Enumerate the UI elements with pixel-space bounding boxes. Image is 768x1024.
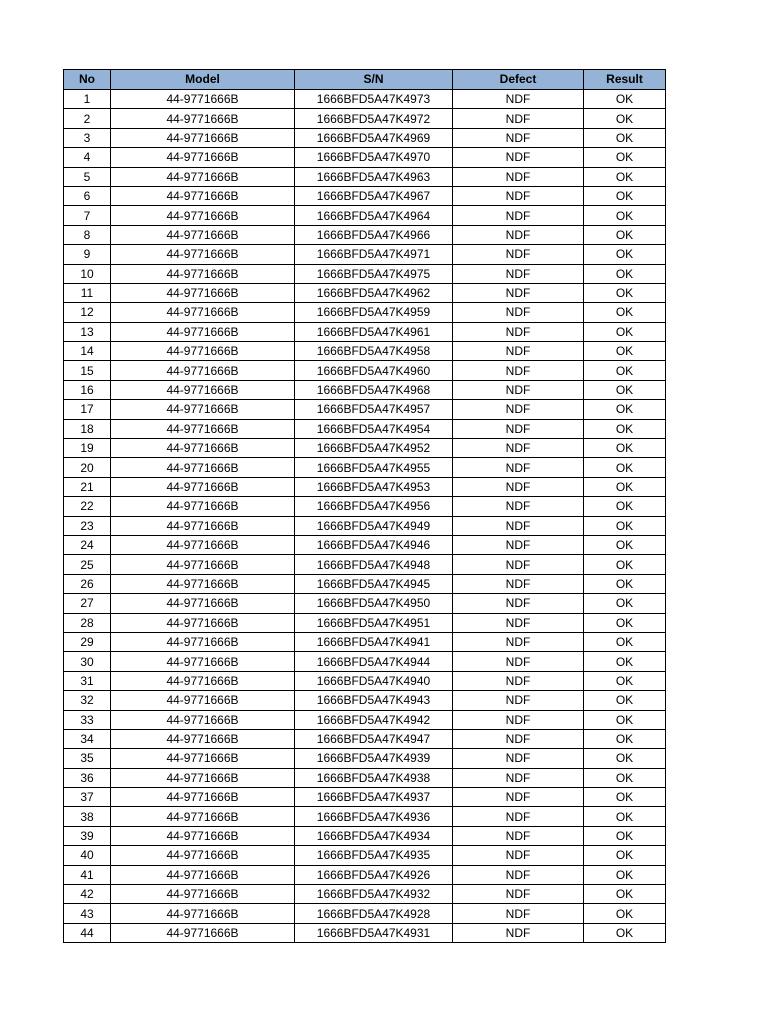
table-row [64,303,666,322]
cell-model: 44-9771666B [111,885,295,904]
table-row [64,361,666,380]
cell-result: OK [584,594,666,613]
cell-defect: NDF [453,846,584,865]
table-row [64,109,666,128]
cell-serial-number: 1666BFD5A47K4957 [295,400,453,419]
cell-result: OK [584,186,666,205]
cell-model: 44-9771666B [111,555,295,574]
cell-no: 1 [64,90,111,109]
cell-result: OK [584,885,666,904]
cell-no: 28 [64,613,111,632]
table-row [64,671,666,690]
cell-model: 44-9771666B [111,652,295,671]
table-row [64,419,666,438]
column-header-serial-number: S/N [295,70,453,90]
cell-model: 44-9771666B [111,923,295,942]
table-row [64,555,666,574]
cell-defect: NDF [453,826,584,845]
cell-result: OK [584,652,666,671]
table-row [64,497,666,516]
cell-model: 44-9771666B [111,865,295,884]
table-row [64,632,666,651]
cell-no: 5 [64,167,111,186]
cell-model: 44-9771666B [111,167,295,186]
cell-defect: NDF [453,167,584,186]
cell-serial-number: 1666BFD5A47K4926 [295,865,453,884]
cell-defect: NDF [453,342,584,361]
cell-serial-number: 1666BFD5A47K4942 [295,710,453,729]
cell-defect: NDF [453,419,584,438]
cell-result: OK [584,691,666,710]
cell-model: 44-9771666B [111,749,295,768]
table-row [64,380,666,399]
cell-model: 44-9771666B [111,613,295,632]
cell-defect: NDF [453,807,584,826]
cell-no: 31 [64,671,111,690]
cell-result: OK [584,322,666,341]
cell-result: OK [584,245,666,264]
table-row [64,148,666,167]
table-row [64,90,666,109]
cell-no: 42 [64,885,111,904]
cell-model: 44-9771666B [111,535,295,554]
cell-result: OK [584,380,666,399]
cell-defect: NDF [453,768,584,787]
cell-result: OK [584,264,666,283]
cell-no: 25 [64,555,111,574]
cell-serial-number: 1666BFD5A47K4972 [295,109,453,128]
table-body [64,90,666,943]
cell-defect: NDF [453,691,584,710]
cell-model: 44-9771666B [111,361,295,380]
cell-no: 24 [64,535,111,554]
cell-model: 44-9771666B [111,303,295,322]
cell-model: 44-9771666B [111,671,295,690]
spreadsheet-page [63,69,666,943]
cell-serial-number: 1666BFD5A47K4941 [295,632,453,651]
cell-serial-number: 1666BFD5A47K4955 [295,458,453,477]
cell-result: OK [584,458,666,477]
cell-serial-number: 1666BFD5A47K4948 [295,555,453,574]
cell-no: 18 [64,419,111,438]
cell-serial-number: 1666BFD5A47K4939 [295,749,453,768]
cell-no: 21 [64,477,111,496]
cell-result: OK [584,516,666,535]
table-row [64,535,666,554]
cell-serial-number: 1666BFD5A47K4946 [295,535,453,554]
cell-defect: NDF [453,710,584,729]
table-row [64,885,666,904]
cell-defect: NDF [453,361,584,380]
cell-defect: NDF [453,225,584,244]
cell-defect: NDF [453,613,584,632]
cell-serial-number: 1666BFD5A47K4964 [295,206,453,225]
column-header-result: Result [584,70,666,90]
cell-no: 9 [64,245,111,264]
cell-serial-number: 1666BFD5A47K4937 [295,788,453,807]
cell-result: OK [584,613,666,632]
cell-no: 20 [64,458,111,477]
cell-result: OK [584,923,666,942]
cell-serial-number: 1666BFD5A47K4963 [295,167,453,186]
cell-no: 23 [64,516,111,535]
cell-model: 44-9771666B [111,90,295,109]
cell-serial-number: 1666BFD5A47K4936 [295,807,453,826]
cell-model: 44-9771666B [111,846,295,865]
table-row [64,710,666,729]
cell-result: OK [584,342,666,361]
cell-result: OK [584,904,666,923]
column-header-no: No [64,70,111,90]
cell-result: OK [584,497,666,516]
cell-model: 44-9771666B [111,322,295,341]
cell-defect: NDF [453,148,584,167]
cell-no: 41 [64,865,111,884]
table-row [64,458,666,477]
cell-model: 44-9771666B [111,109,295,128]
cell-defect: NDF [453,477,584,496]
cell-serial-number: 1666BFD5A47K4971 [295,245,453,264]
cell-result: OK [584,555,666,574]
inspection-table [63,69,666,943]
cell-serial-number: 1666BFD5A47K4934 [295,826,453,845]
cell-no: 17 [64,400,111,419]
cell-model: 44-9771666B [111,691,295,710]
cell-no: 14 [64,342,111,361]
cell-serial-number: 1666BFD5A47K4961 [295,322,453,341]
cell-serial-number: 1666BFD5A47K4969 [295,128,453,147]
cell-result: OK [584,729,666,748]
cell-serial-number: 1666BFD5A47K4966 [295,225,453,244]
table-row [64,264,666,283]
cell-no: 10 [64,264,111,283]
cell-no: 33 [64,710,111,729]
cell-defect: NDF [453,264,584,283]
cell-model: 44-9771666B [111,128,295,147]
cell-no: 29 [64,632,111,651]
cell-serial-number: 1666BFD5A47K4958 [295,342,453,361]
cell-no: 7 [64,206,111,225]
cell-defect: NDF [453,206,584,225]
cell-no: 16 [64,380,111,399]
cell-serial-number: 1666BFD5A47K4973 [295,90,453,109]
table-row [64,342,666,361]
column-header-model: Model [111,70,295,90]
table-row [64,594,666,613]
cell-serial-number: 1666BFD5A47K4935 [295,846,453,865]
cell-defect: NDF [453,458,584,477]
cell-result: OK [584,148,666,167]
cell-result: OK [584,632,666,651]
cell-no: 32 [64,691,111,710]
cell-no: 11 [64,283,111,302]
table-row [64,729,666,748]
cell-no: 15 [64,361,111,380]
cell-no: 8 [64,225,111,244]
cell-defect: NDF [453,788,584,807]
cell-model: 44-9771666B [111,439,295,458]
table-row [64,206,666,225]
cell-serial-number: 1666BFD5A47K4962 [295,283,453,302]
cell-result: OK [584,303,666,322]
cell-model: 44-9771666B [111,400,295,419]
cell-result: OK [584,439,666,458]
cell-result: OK [584,477,666,496]
table-row [64,128,666,147]
cell-model: 44-9771666B [111,264,295,283]
cell-serial-number: 1666BFD5A47K4956 [295,497,453,516]
cell-serial-number: 1666BFD5A47K4949 [295,516,453,535]
cell-serial-number: 1666BFD5A47K4967 [295,186,453,205]
cell-result: OK [584,768,666,787]
cell-serial-number: 1666BFD5A47K4938 [295,768,453,787]
cell-defect: NDF [453,923,584,942]
cell-result: OK [584,535,666,554]
cell-result: OK [584,671,666,690]
table-row [64,186,666,205]
cell-result: OK [584,400,666,419]
cell-result: OK [584,574,666,593]
cell-no: 34 [64,729,111,748]
cell-model: 44-9771666B [111,342,295,361]
cell-defect: NDF [453,128,584,147]
cell-result: OK [584,826,666,845]
cell-no: 26 [64,574,111,593]
table-row [64,245,666,264]
cell-model: 44-9771666B [111,788,295,807]
cell-serial-number: 1666BFD5A47K4959 [295,303,453,322]
cell-model: 44-9771666B [111,594,295,613]
cell-result: OK [584,361,666,380]
cell-serial-number: 1666BFD5A47K4928 [295,904,453,923]
cell-serial-number: 1666BFD5A47K4970 [295,148,453,167]
cell-model: 44-9771666B [111,206,295,225]
cell-model: 44-9771666B [111,458,295,477]
cell-no: 38 [64,807,111,826]
table-row [64,749,666,768]
table-row [64,439,666,458]
table-header-row [64,70,666,90]
cell-serial-number: 1666BFD5A47K4950 [295,594,453,613]
table-row [64,574,666,593]
cell-result: OK [584,749,666,768]
cell-result: OK [584,710,666,729]
cell-defect: NDF [453,283,584,302]
table-row [64,516,666,535]
cell-serial-number: 1666BFD5A47K4940 [295,671,453,690]
table-row [64,322,666,341]
cell-model: 44-9771666B [111,729,295,748]
cell-no: 36 [64,768,111,787]
table-row [64,400,666,419]
cell-serial-number: 1666BFD5A47K4943 [295,691,453,710]
table-row [64,846,666,865]
cell-model: 44-9771666B [111,574,295,593]
cell-no: 40 [64,846,111,865]
cell-result: OK [584,128,666,147]
cell-serial-number: 1666BFD5A47K4951 [295,613,453,632]
cell-model: 44-9771666B [111,632,295,651]
table-row [64,807,666,826]
cell-defect: NDF [453,535,584,554]
cell-serial-number: 1666BFD5A47K4947 [295,729,453,748]
table-row [64,904,666,923]
cell-defect: NDF [453,380,584,399]
table-row [64,225,666,244]
cell-result: OK [584,167,666,186]
cell-defect: NDF [453,439,584,458]
cell-defect: NDF [453,632,584,651]
cell-result: OK [584,109,666,128]
cell-defect: NDF [453,904,584,923]
cell-defect: NDF [453,555,584,574]
table-row [64,923,666,942]
cell-no: 35 [64,749,111,768]
cell-result: OK [584,419,666,438]
cell-model: 44-9771666B [111,516,295,535]
cell-defect: NDF [453,594,584,613]
cell-model: 44-9771666B [111,477,295,496]
cell-defect: NDF [453,186,584,205]
cell-model: 44-9771666B [111,419,295,438]
table-row [64,613,666,632]
cell-defect: NDF [453,245,584,264]
cell-model: 44-9771666B [111,497,295,516]
cell-model: 44-9771666B [111,380,295,399]
cell-defect: NDF [453,729,584,748]
cell-result: OK [584,846,666,865]
cell-no: 39 [64,826,111,845]
cell-defect: NDF [453,322,584,341]
cell-model: 44-9771666B [111,826,295,845]
table-row [64,826,666,845]
cell-serial-number: 1666BFD5A47K4953 [295,477,453,496]
column-header-defect: Defect [453,70,584,90]
cell-no: 12 [64,303,111,322]
cell-result: OK [584,225,666,244]
cell-no: 3 [64,128,111,147]
table-row [64,691,666,710]
cell-model: 44-9771666B [111,768,295,787]
cell-defect: NDF [453,516,584,535]
cell-result: OK [584,865,666,884]
cell-serial-number: 1666BFD5A47K4960 [295,361,453,380]
cell-serial-number: 1666BFD5A47K4944 [295,652,453,671]
cell-serial-number: 1666BFD5A47K4954 [295,419,453,438]
cell-no: 6 [64,186,111,205]
cell-model: 44-9771666B [111,225,295,244]
cell-no: 37 [64,788,111,807]
cell-serial-number: 1666BFD5A47K4975 [295,264,453,283]
cell-defect: NDF [453,865,584,884]
cell-defect: NDF [453,109,584,128]
table-row [64,865,666,884]
cell-defect: NDF [453,574,584,593]
cell-defect: NDF [453,885,584,904]
cell-no: 44 [64,923,111,942]
cell-defect: NDF [453,749,584,768]
cell-model: 44-9771666B [111,710,295,729]
table-row [64,768,666,787]
cell-model: 44-9771666B [111,904,295,923]
cell-no: 43 [64,904,111,923]
cell-model: 44-9771666B [111,245,295,264]
cell-serial-number: 1666BFD5A47K4932 [295,885,453,904]
cell-serial-number: 1666BFD5A47K4968 [295,380,453,399]
cell-defect: NDF [453,652,584,671]
cell-serial-number: 1666BFD5A47K4931 [295,923,453,942]
cell-result: OK [584,206,666,225]
cell-serial-number: 1666BFD5A47K4952 [295,439,453,458]
cell-result: OK [584,788,666,807]
cell-model: 44-9771666B [111,807,295,826]
cell-no: 27 [64,594,111,613]
cell-no: 19 [64,439,111,458]
cell-defect: NDF [453,400,584,419]
cell-defect: NDF [453,303,584,322]
table-row [64,788,666,807]
cell-defect: NDF [453,90,584,109]
cell-model: 44-9771666B [111,186,295,205]
cell-defect: NDF [453,497,584,516]
table-row [64,477,666,496]
cell-result: OK [584,807,666,826]
table-row [64,283,666,302]
cell-result: OK [584,90,666,109]
cell-no: 13 [64,322,111,341]
cell-no: 30 [64,652,111,671]
cell-defect: NDF [453,671,584,690]
table-row [64,652,666,671]
cell-serial-number: 1666BFD5A47K4945 [295,574,453,593]
cell-no: 4 [64,148,111,167]
table-row [64,167,666,186]
cell-no: 2 [64,109,111,128]
cell-no: 22 [64,497,111,516]
cell-model: 44-9771666B [111,148,295,167]
cell-model: 44-9771666B [111,283,295,302]
cell-result: OK [584,283,666,302]
